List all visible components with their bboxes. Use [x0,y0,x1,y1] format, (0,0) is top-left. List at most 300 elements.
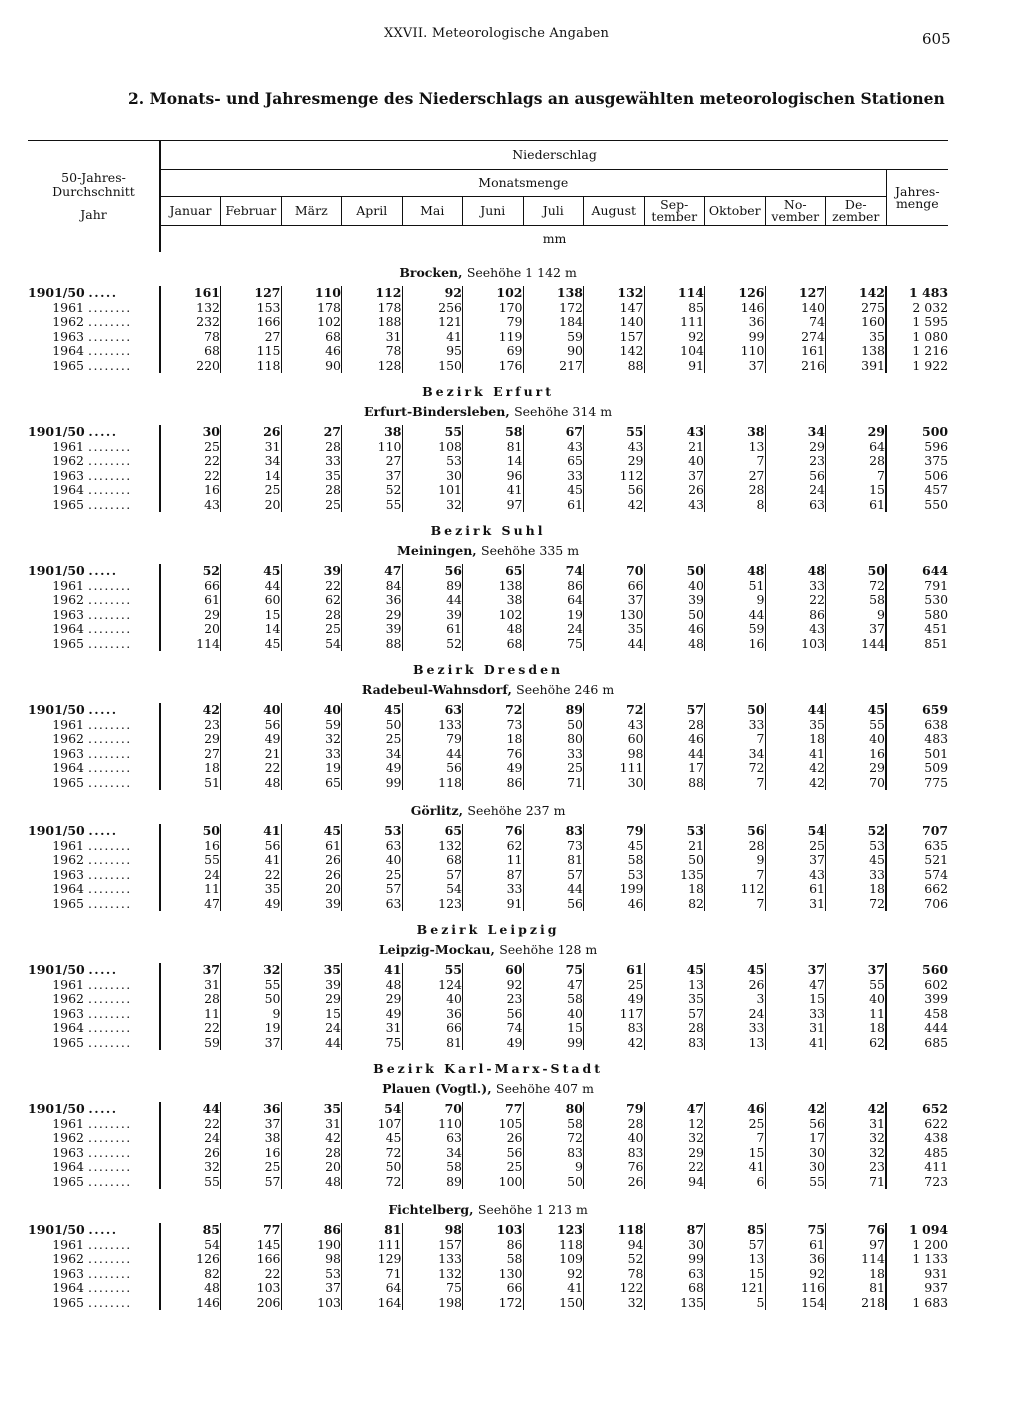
month-value: 41 [221,824,282,839]
month-value: 35 [281,469,342,484]
month-value: 86 [765,608,826,623]
leader-dots: ........ [87,775,132,790]
month-value: 44 [765,703,826,718]
month-value: 52 [584,1252,645,1267]
leader-dots: ........ [87,578,132,593]
month-value: 61 [826,498,887,513]
month-value: 23 [204,716,220,732]
month-value: 75 [402,1281,463,1296]
annual-value: 560 [886,963,948,978]
month-value: 85 [202,1222,220,1237]
month-value: 42 [202,702,220,717]
annual-value: 574 [886,868,948,883]
district-heading-row [28,381,948,399]
month-value: 50 [826,564,887,579]
month-value: 123 [402,897,463,912]
month-value: 75 [342,1036,403,1051]
month-value: 30 [765,1160,826,1175]
month-value: 37 [342,469,403,484]
month-value: 102 [281,315,342,330]
row-label-line: Durchschnitt [52,184,135,200]
month-value: 42 [765,761,826,776]
row-label [28,286,160,301]
month-value: 118 [402,776,463,791]
table-row [28,483,948,498]
month-header [281,197,342,226]
month-value: 147 [584,301,645,316]
month-value: 43 [644,498,705,513]
leader-dots: ........ [87,622,132,636]
month-value: 16 [826,747,887,762]
month-value: 91 [644,359,705,374]
month-value: 53 [826,839,887,854]
month-value: 68 [402,853,463,868]
month-value: 22 [221,1267,282,1282]
precipitation-table [28,140,948,1310]
table-row [28,1117,948,1132]
month-value: 75 [523,637,584,652]
month-value: 7 [705,897,766,912]
month-value: 67 [523,425,584,440]
table-row [28,1296,948,1311]
group-header: Niederschlag [160,141,948,170]
leader-dots: ........ [87,593,132,607]
month-value: 86 [523,579,584,594]
station-heading [28,937,948,959]
month-value: 58 [463,425,524,440]
month-value: 150 [523,1296,584,1311]
average-row [28,963,948,978]
month-value: 45 [705,963,766,978]
average-row [28,286,948,301]
month-value: 36 [221,1102,282,1117]
month-header-row [28,197,948,226]
leader-dots: ........ [87,439,132,454]
month-value: 16 [221,1146,282,1161]
month-value: 112 [584,469,645,484]
month-value: 43 [523,440,584,455]
month-value: 37 [584,593,645,608]
month-value: 28 [281,1146,342,1161]
row-label [28,1131,160,1146]
spacer-row [28,911,948,919]
month-value: 45 [342,703,403,718]
month-value: 53 [584,868,645,883]
annual-value: 375 [886,454,948,469]
row-year: 1965 [52,1295,84,1310]
table-row [28,1238,948,1253]
month-value: 28 [281,440,342,455]
month-value: 62 [826,1036,887,1051]
table-row [28,761,948,776]
month-value: 166 [221,315,282,330]
row-year: 1964 [52,1160,84,1174]
month-value: 31 [342,330,403,345]
month-value: 56 [705,824,766,839]
month-value: 22 [204,1115,220,1131]
annual-value: 596 [886,440,948,455]
annual-value: 635 [886,839,948,854]
month-value: 108 [402,440,463,455]
month-value: 42 [281,1131,342,1146]
month-value: 19 [523,608,584,623]
month-value: 46 [281,344,342,359]
month-value: 83 [644,1036,705,1051]
month-value: 92 [644,330,705,345]
month-value: 83 [523,1146,584,1161]
month-value: 36 [342,593,403,608]
month-value: 96 [463,469,524,484]
month-value: 198 [402,1296,463,1311]
month-value: 32 [584,1296,645,1311]
month-value: 28 [705,483,766,498]
month-value: 176 [463,359,524,374]
month-value: 62 [463,839,524,854]
month-value: 45 [281,824,342,839]
row-year: 1965 [52,1174,84,1189]
month-value: 154 [765,1296,826,1311]
month-value: 39 [644,593,705,608]
month-value: 188 [342,315,403,330]
month-value: 51 [705,579,766,594]
month-value: 27 [281,425,342,440]
month-value: 18 [463,732,524,747]
month-value: 20 [221,498,282,513]
month-value: 19 [221,1021,282,1036]
month-value: 33 [705,718,766,733]
month-value: 24 [204,866,220,882]
month-value: 48 [644,637,705,652]
annual-value: 851 [886,637,948,652]
month-value: 56 [463,1007,524,1022]
month-value: 45 [826,703,887,718]
annual-value: 506 [886,469,948,484]
leader-dots: ........ [87,454,132,468]
table-row [28,344,948,359]
row-year: 1963 [52,1266,84,1281]
month-value: 37 [221,1117,282,1132]
month-value: 32 [221,963,282,978]
month-value: 71 [342,1267,403,1282]
month-value: 40 [644,454,705,469]
month-value: 23 [826,1160,887,1175]
month-value: 25 [705,1117,766,1132]
month-value: 78 [204,328,220,344]
table-row [28,330,948,345]
month-value: 37 [221,1036,282,1051]
district-heading: Bezirk Suhl [430,522,546,538]
month-value: 121 [402,315,463,330]
table-row [28,622,948,637]
running-header [0,26,1024,46]
spacer-cell [28,651,948,659]
annual-header-line: menge [895,195,939,211]
month-value: 25 [523,761,584,776]
leader-dots: ........ [87,1160,132,1174]
month-value: 59 [204,1034,220,1050]
spacer-row [28,512,948,520]
table-row [28,440,948,455]
month-value: 20 [281,882,342,897]
month-value: 33 [281,747,342,762]
month-value: 63 [342,839,403,854]
month-value: 44 [584,637,645,652]
station-elevation: Seehöhe 407 m [495,1080,594,1096]
table-row [28,315,948,330]
row-year: 1965 [52,775,84,790]
month-value: 117 [584,1007,645,1022]
month-value: 57 [644,1007,705,1022]
month-value: 44 [402,747,463,762]
month-value: 47 [523,978,584,993]
row-year: 1964 [52,761,84,775]
month-header [765,197,826,226]
month-value: 5 [705,1296,766,1311]
row-year: 1962 [52,315,84,329]
month-value: 130 [584,608,645,623]
month-value: 70 [402,1102,463,1117]
station-name: Görlitz, [410,802,464,818]
station-name: Fichtelberg, [388,1201,474,1217]
month-value: 41 [765,747,826,762]
row-year: 1901/50 [28,564,85,578]
row-year: 1964 [52,622,84,636]
month-value: 190 [281,1238,342,1253]
row-year: 1901/50 [28,703,85,717]
month-value: 150 [402,359,463,374]
month-value: 59 [523,330,584,345]
month-value: 30 [584,776,645,791]
month-value: 40 [221,703,282,718]
annual-value: 458 [886,1007,948,1022]
month-value: 70 [584,564,645,579]
annual-value: 399 [886,992,948,1007]
month-value: 58 [826,593,887,608]
month-value: 57 [644,703,705,718]
month-value: 25 [221,1160,282,1175]
month-value: 100 [463,1175,524,1190]
row-year: 1961 [52,300,84,315]
month-value: 56 [221,718,282,733]
table-row [28,469,948,484]
station-elevation: Seehöhe 237 m [467,802,566,818]
month-value: 206 [221,1296,282,1311]
month-value: 118 [221,359,282,374]
annual-value: 775 [886,776,948,791]
month-value: 83 [584,1146,645,1161]
annual-value: 444 [886,1021,948,1036]
month-value: 13 [705,440,766,455]
month-value: 22 [204,1020,220,1035]
annual-header [886,170,948,226]
annual-value: 530 [886,593,948,608]
row-label [28,330,160,345]
month-value: 50 [644,608,705,623]
month-value: 103 [281,1296,342,1311]
month-value: 86 [281,1223,342,1238]
month-value: 7 [705,868,766,883]
month-value: 98 [402,1223,463,1238]
month-value: 18 [204,760,220,775]
month-value: 71 [826,1175,887,1190]
row-label-line: Jahr [80,206,107,222]
month-value: 157 [584,330,645,345]
average-row [28,824,948,839]
month-value: 25 [463,1160,524,1175]
month-value: 39 [281,897,342,912]
station-heading [28,798,948,820]
page-number: 605 [922,30,951,48]
station-heading-row [28,260,948,282]
month-value: 103 [221,1281,282,1296]
annual-value: 1 216 [886,344,948,359]
month-value: 18 [826,1021,887,1036]
month-value: 99 [342,776,403,791]
month-value: 110 [342,440,403,455]
month-value: 65 [402,824,463,839]
month-value: 29 [826,761,887,776]
month-header-label: Sep- [660,197,689,212]
month-value: 138 [523,286,584,301]
month-value: 42 [826,1102,887,1117]
month-value: 89 [523,703,584,718]
month-value: 26 [281,868,342,883]
month-value: 38 [342,425,403,440]
row-year: 1962 [52,992,84,1006]
table-row [28,608,948,623]
leader-dots: ..... [88,286,118,300]
month-value: 78 [584,1267,645,1282]
table-row [28,897,948,912]
month-value: 48 [705,564,766,579]
leader-dots: ..... [88,1223,118,1237]
month-value: 275 [826,301,887,316]
annual-value: 937 [886,1281,948,1296]
leader-dots: ..... [88,564,118,578]
month-value: 15 [281,1007,342,1022]
month-value: 87 [644,1223,705,1238]
annual-value: 2 032 [886,301,948,316]
month-value: 75 [523,963,584,978]
month-value: 27 [221,330,282,345]
month-value: 21 [644,440,705,455]
month-value: 34 [765,425,826,440]
month-value: 118 [523,1238,584,1253]
month-value: 76 [463,747,524,762]
month-value: 54 [342,1102,403,1117]
month-value: 135 [644,868,705,883]
month-value: 17 [765,1131,826,1146]
leader-dots: ........ [87,1021,132,1035]
month-value: 56 [584,483,645,498]
month-value: 60 [584,732,645,747]
month-value: 44 [281,1036,342,1051]
month-value: 48 [342,978,403,993]
month-value: 54 [204,1236,220,1252]
month-value: 60 [221,593,282,608]
month-value: 110 [402,1117,463,1132]
month-value: 39 [342,622,403,637]
month-value: 132 [402,839,463,854]
month-value: 24 [523,622,584,637]
month-value: 130 [463,1267,524,1282]
month-value: 391 [826,359,887,374]
month-value: 81 [463,440,524,455]
month-value: 7 [705,732,766,747]
month-value: 31 [281,1117,342,1132]
station-elevation: Seehöhe 335 m [481,542,580,558]
month-value: 32 [204,1159,220,1174]
month-value: 32 [281,732,342,747]
row-year: 1901/50 [28,1102,85,1116]
month-value: 74 [463,1021,524,1036]
month-value: 37 [281,1281,342,1296]
leader-dots: ........ [87,1116,132,1131]
row-label [28,483,160,498]
row-year: 1961 [52,578,84,593]
station-elevation: Seehöhe 246 m [516,681,615,697]
row-year: 1901/50 [28,425,85,439]
month-value: 72 [826,579,887,594]
month-value: 66 [584,579,645,594]
spacer-row [28,790,948,798]
month-value: 55 [826,978,887,993]
row-label [28,1267,160,1282]
month-value: 170 [463,301,524,316]
month-value: 26 [281,853,342,868]
month-value: 12 [644,1117,705,1132]
row-label [28,1021,160,1036]
row-year: 1961 [52,838,84,853]
month-value: 48 [463,622,524,637]
month-value: 15 [523,1021,584,1036]
month-value: 33 [523,747,584,762]
row-year: 1963 [52,607,84,622]
month-value: 24 [705,1007,766,1022]
month-value: 72 [826,897,887,912]
month-value: 31 [204,976,220,992]
month-value: 41 [402,330,463,345]
month-value: 52 [402,637,463,652]
row-year: 1961 [52,717,84,732]
month-value: 74 [523,564,584,579]
row-year: 1961 [52,977,84,992]
month-value: 178 [342,301,403,316]
month-value: 43 [584,718,645,733]
month-value: 88 [644,776,705,791]
station-heading [28,1197,948,1219]
month-value: 24 [204,1130,220,1145]
month-value: 58 [523,992,584,1007]
table-row [28,747,948,762]
row-year: 1963 [52,1006,84,1021]
month-value: 18 [826,1267,887,1282]
month-value: 56 [765,469,826,484]
month-value: 51 [204,774,220,790]
month-header [705,197,766,226]
row-label [28,978,160,993]
row-year: 1962 [52,853,84,867]
month-value: 55 [204,852,220,867]
month-value: 36 [402,1007,463,1022]
month-value: 45 [644,963,705,978]
row-year: 1962 [52,732,84,746]
month-value: 29 [644,1146,705,1161]
month-value: 58 [523,1117,584,1132]
month-value: 199 [584,882,645,897]
month-value: 92 [765,1267,826,1282]
month-value: 23 [463,992,524,1007]
